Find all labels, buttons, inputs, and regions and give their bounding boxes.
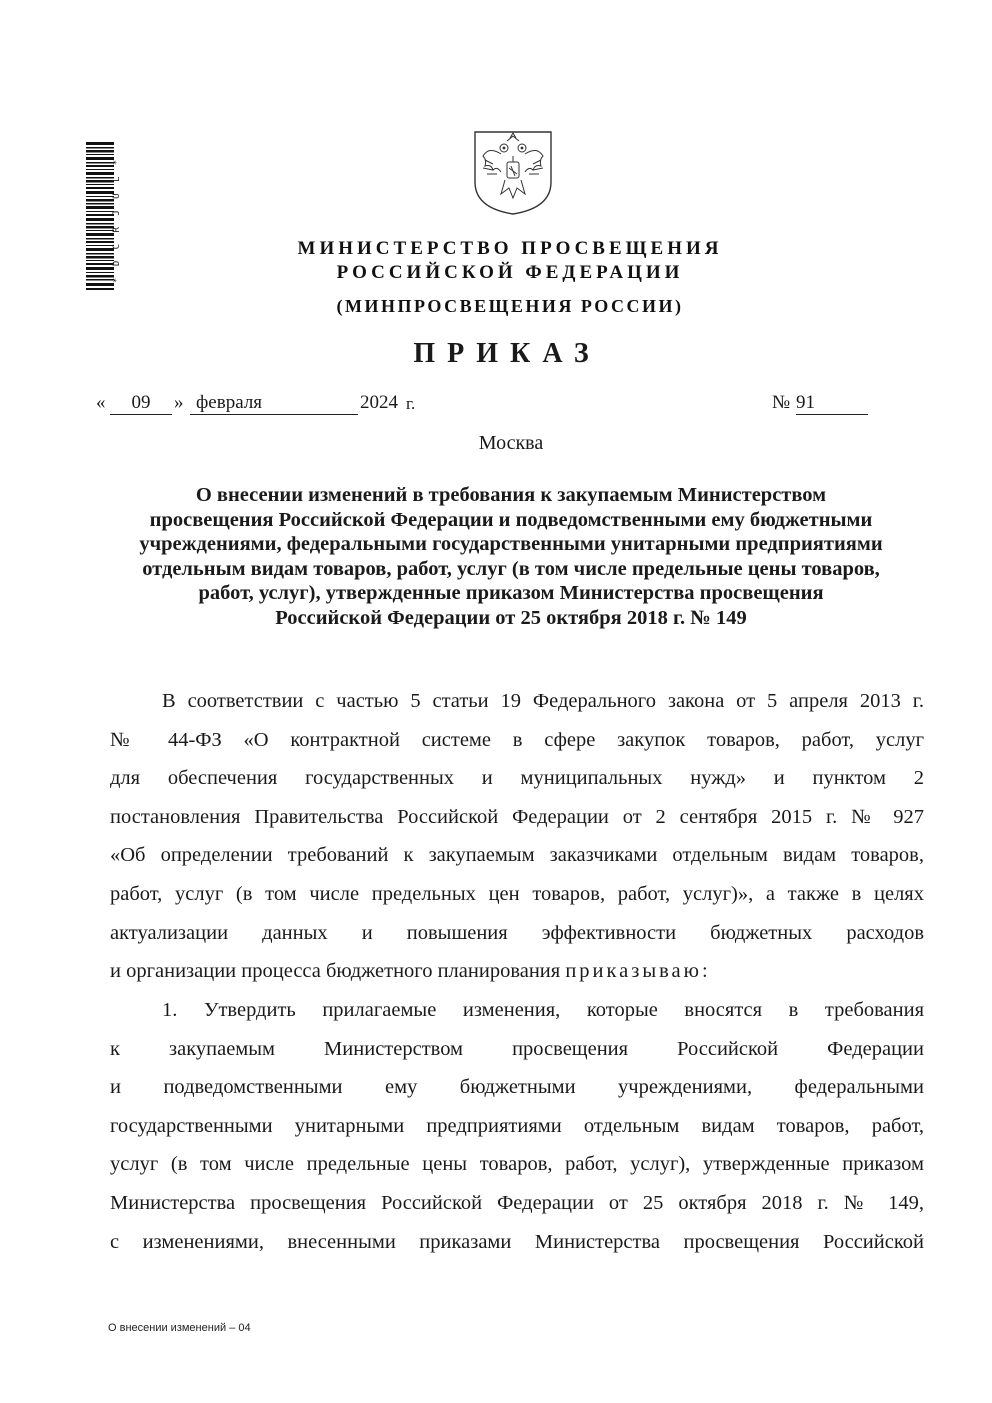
quote-close: » (174, 392, 184, 413)
body-line-prefix: и организации процесса бюджетного планирования (110, 960, 561, 983)
number-sign: № (772, 392, 791, 413)
ministry-name-line1: МИНИСТЕРСТВО ПРОСВЕЩЕНИЯ (297, 238, 723, 259)
body-line: работ, услуг (в том числе предельных цен товаров, работ, услуг)», а также в целях (110, 882, 924, 905)
body-line: В соответствии с частью 5 статьи 19 Федерального закона от 5 апреля 2013 г. (162, 690, 924, 712)
title-line: учреждениями, федеральными государственными унитарными предприятиями (139, 533, 883, 555)
body-line: № 44-ФЗ «О контрактной системе в сфере закупок товаров, работ, услуг (110, 728, 924, 751)
paragraph-preamble (110, 682, 924, 991)
order-word: приказываю: (565, 960, 711, 983)
ministry-short-name: (МИНПРОСВЕЩЕНИЯ РОССИИ) (336, 296, 684, 316)
ministry-name-line2: РОССИЙСКОЙ ФЕДЕРАЦИИ (336, 262, 684, 283)
title-line: работ, услуг), утвержденные приказом Министерства просвещения (198, 582, 824, 604)
body-line: и подведомственными ему бюджетными учреждениями, федеральными (110, 1076, 924, 1099)
body-line: 1. Утвердить прилагаемые изменения, которые вносятся в требования (162, 999, 924, 1021)
order-number: 91 (796, 392, 868, 415)
body-line: для обеспечения государственных и муниципальных нужд» и пунктом 2 (110, 767, 924, 790)
date-year-suffix: г. (406, 394, 416, 413)
date-day: 09 (110, 392, 172, 415)
body-line: к закупаемым Министерством просвещения Российской Федерации (110, 1037, 924, 1060)
paragraph-item-1 (110, 991, 924, 1261)
title-line: отдельным видам товаров, работ, услуг (в том числе предельные цены товаров, (142, 557, 880, 580)
city: Москва (478, 432, 544, 454)
barcode-code: * D C R J U L * (112, 156, 122, 284)
body-line: Министерства просвещения Российской Федерации от 25 октября 2018 г. № 149, (110, 1191, 924, 1214)
body-line: государственными унитарными предприятиями отдельным видам товаров, работ, (110, 1114, 924, 1137)
footer-note: О внесении изменений – 04 (108, 1322, 251, 1334)
body-line: постановления Правительства Российской Федерации от 2 сентября 2015 г. № 927 (110, 805, 924, 828)
quote-open: « (96, 392, 106, 413)
title-line: Российской Федерации от 25 октября 2018 г. № 149 (275, 606, 747, 629)
coat-of-arms-emblem (471, 128, 555, 216)
body-line: с изменениями, внесенными приказами Министерства просвещения Российской (110, 1230, 924, 1253)
title-line: просвещения Российской Федерации и подведомственными ему бюджетными (149, 508, 873, 531)
body-line: актуализации данных и повышения эффективности бюджетных расходов (110, 921, 924, 944)
title-line: О внесении изменений в требования к закупаемым Министерством (195, 484, 827, 506)
date-number-row (96, 392, 896, 418)
body-line: услуг (в том числе предельные цены товаров, работ, услуг), утвержденные приказом (110, 1153, 924, 1176)
body-line: «Об определении требований к закупаемым заказчиками отдельным видам товаров, (110, 844, 924, 867)
body-line-last (110, 952, 924, 991)
date-year: 2024 (360, 392, 398, 413)
document-type: ПРИКАЗ (413, 338, 601, 369)
document-title (96, 483, 926, 630)
date-month: февраля (190, 392, 358, 415)
